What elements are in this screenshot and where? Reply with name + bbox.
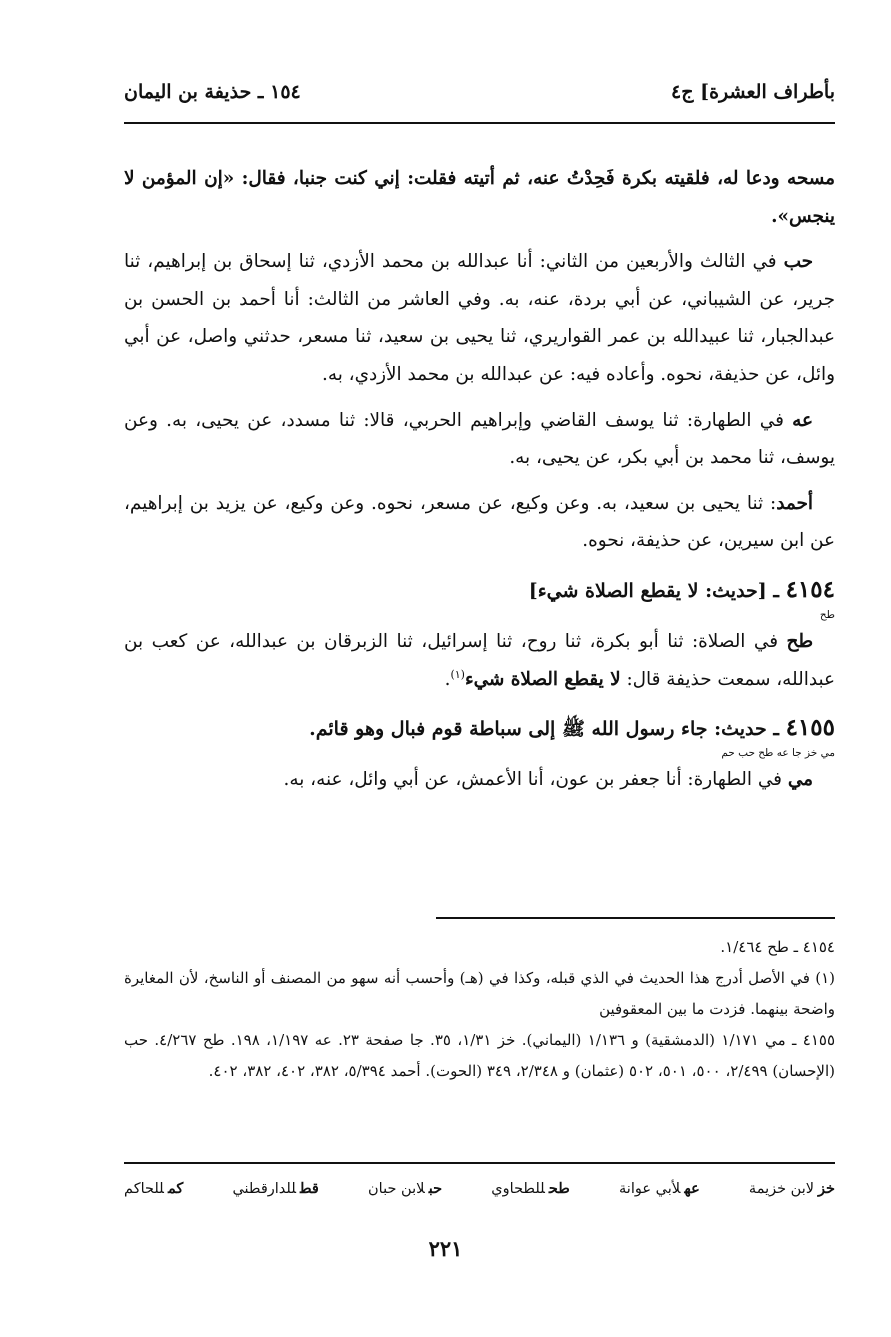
legend-label: للطحاوي (491, 1181, 545, 1197)
footnote-divider (436, 917, 835, 919)
legend-item (232, 1180, 318, 1197)
paragraph-end: . (444, 668, 451, 690)
hadith-title: ـ [حديث: لا يقطع الصلاة شيء] (528, 579, 786, 602)
main-text (124, 160, 835, 807)
source-symbol: أحمد (776, 492, 813, 514)
legend-key: قط (300, 1180, 319, 1197)
legend-label: للدارقطني (232, 1181, 296, 1197)
hadith-number: ٤١٥٥ (785, 714, 835, 742)
footnote-4154: ٤١٥٤ ـ طح ١/٤٦٤. (720, 938, 835, 956)
hadith-number: ٤١٥٤ (785, 575, 835, 603)
hadith-title: ـ حديث: جاء رسول الله ﷺ إلى سباطة قوم فبال وهو قائم. (309, 718, 786, 741)
legend-label: للحاكم (124, 1181, 164, 1197)
paragraph-hb (124, 243, 835, 393)
legend-key: كم (167, 1180, 184, 1197)
source-symbol: مي (787, 769, 813, 791)
paragraph-text: في الطهارة: ثنا يوسف القاضي وإبراهيم الحربي، قالا: ثنا مسدد، عن يحيى، به. وعن يوسف، ثنا محمد بن أبي بكر، عن يحيى، به. (124, 409, 835, 469)
book-title: بأطراف العشرة] ج٤ (671, 81, 835, 103)
footnote-1: (١) في الأصل أدرج هذا الحديث في الذي قبله، وكذا في (هـ) وأحسب أنه سهو من المصنف أو الناسخ، لأن المغايرة واضحة بينهما. فزدت ما بين المعقوفين (124, 969, 835, 1018)
legend-key: حب (428, 1180, 443, 1197)
header-divider (124, 122, 835, 124)
legend-key: طح (548, 1180, 570, 1197)
paragraph-ahmad (124, 485, 835, 560)
source-symbol: طح (786, 630, 813, 652)
footnote-ref[interactable]: (١) (450, 667, 465, 681)
paragraph-4155 (124, 761, 835, 799)
legend-label: لأبي عوانة (619, 1181, 681, 1197)
paragraph-ah (124, 402, 835, 477)
hadith-sigla: مي خز جا عه طح حب حم (721, 747, 835, 760)
paragraph-text: في الطهارة: أنا جعفر بن عون، أنا الأعمش، عن أبي وائل، عنه، به. (283, 769, 788, 791)
page-number: ٢٢١ (428, 1236, 463, 1261)
legend-divider (124, 1162, 835, 1164)
paragraph-text: في الصلاة: ثنا أبو بكرة، ثنا روح، ثنا إسرائيل، ثنا الزبرقان بن عبدالله، عن كعب بن عبدالله، سمعت حذيفة قال: (124, 630, 835, 690)
section-title: ١٥٤ ـ حذيفة بن اليمان (124, 81, 301, 103)
legend-key: خز (818, 1180, 835, 1197)
source-symbol: حب (783, 251, 813, 273)
hadith-heading-4154 (124, 572, 835, 609)
footnote-4155: ٤١٥٥ ـ مي ١/١٧١ (الدمشقية) و ١/١٣٦ (اليماني). خز ١/٣١، ٣٥. جا صفحة ٢٣. عه ١/١٩٧، ١٩٨. طح ٤/٢٦٧. حب (الإحسان) ٢/٤٩٩، ٥٠٠، ٥٠١، ٥٠٢ (عثمان) و ٢/٣٤٨، ٣٤٩ (الحوت). أحمد ٥/٣٩٤، ٣٨٢، ٤٠٢، ٣٨٢، ٤٠٢. (124, 1031, 836, 1080)
paragraph-4154 (124, 623, 835, 698)
legend-item (491, 1180, 570, 1197)
paragraph-text: في الثالث والأربعين من الثاني: أنا عبدالله بن محمد الأزدي، ثنا إسحاق بن إبراهيم، ثنا جرير، عن الشيباني، عن أبي بردة، عنه، به. وفي العاشر من الثالث: أنا أحمد بن الحسن بن عبدالجبار، ثنا عبيدالله بن عمر القواريري، ثنا يحيى بن سعيد، ثنا مسعر، حدثني واصل، عن أبي وائل، عن حذيفة، نحوه. وأعاده فيه: عن عبدالله بن محمد الأزدي، به. (124, 251, 835, 385)
abbreviation-legend (124, 1180, 835, 1197)
legend-item (619, 1180, 700, 1197)
source-symbol: عه (792, 409, 813, 431)
hadith-sigla: طح (819, 608, 835, 621)
legend-key: عه (684, 1180, 700, 1197)
paragraph-continuation: مسحه ودعا له، فلقيته بكرة فَحِدْتُ عنه، ثم أتيته فقلت: إني كنت جنبا، فقال: «إن المؤمن لا ينجس». (124, 168, 835, 227)
legend-item (368, 1180, 442, 1197)
footnotes (124, 932, 835, 1087)
hadith-quote: لا يقطع الصلاة شيء (464, 668, 621, 690)
running-header (124, 74, 835, 110)
legend-label: لابن خزيمة (748, 1181, 815, 1197)
legend-item (124, 1180, 183, 1197)
legend-item (749, 1180, 835, 1197)
paragraph-text: : ثنا يحيى بن سعيد، به. وعن وكيع، عن مسعر، نحوه. وعن وكيع، عن يزيد بن إبراهيم، عن ابن سيرين، عن حذيفة، نحوه. (124, 492, 835, 552)
hadith-heading-4155 (124, 710, 835, 747)
legend-label: لابن حبان (368, 1181, 425, 1197)
